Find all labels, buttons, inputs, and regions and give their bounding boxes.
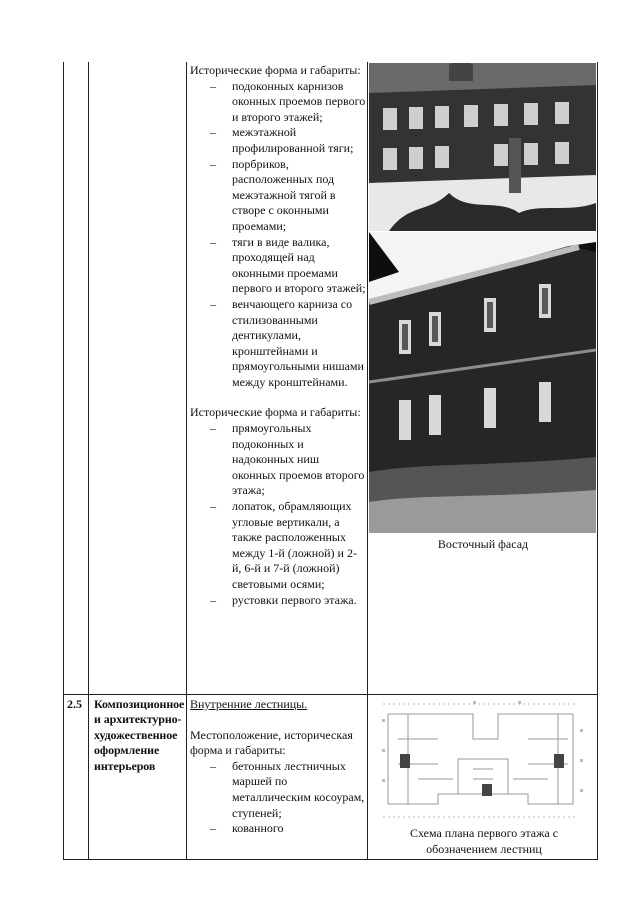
block1-title: Исторические форма и габариты: bbox=[190, 63, 361, 77]
section-number: 2.5 bbox=[67, 697, 82, 711]
features-text-row1 bbox=[190, 63, 366, 608]
block2-list bbox=[190, 421, 366, 608]
dash-bullet: – bbox=[210, 821, 216, 836]
table-col-divider-2 bbox=[186, 62, 187, 860]
table-row-divider bbox=[63, 694, 598, 695]
table-col-divider-1 bbox=[88, 62, 89, 860]
plan-caption: Схема плана первого этажа с обозначением лестниц bbox=[409, 826, 559, 856]
building-photo-image bbox=[369, 63, 596, 231]
list-item: – венчающего карниза со стилизованными дентикулами, кронштейнами и прямоугольными нишами между кронштейнами. bbox=[210, 296, 364, 389]
stairs-intro: Местоположение, историческая форма и габариты: bbox=[190, 727, 353, 758]
dash-bullet: – bbox=[210, 296, 216, 311]
list-item: – межэтажной профилированной тяги; bbox=[210, 125, 354, 155]
floor-plan-drawing bbox=[378, 699, 588, 823]
table-col-divider-3 bbox=[367, 62, 368, 860]
dash-bullet: – bbox=[210, 421, 216, 436]
table-border-right bbox=[597, 62, 598, 860]
facade-photo-bottom bbox=[369, 232, 596, 533]
block2-title: Исторические форма и габариты: bbox=[190, 405, 361, 420]
list-item: – бетонных лестничных маршей по металлическим косоурам, ступеней; bbox=[210, 758, 365, 820]
dash-bullet: – bbox=[210, 125, 216, 140]
list-item: – рустовки первого этажа. bbox=[210, 592, 357, 607]
dash-bullet: – bbox=[210, 758, 216, 773]
east-facade-caption: Восточный фасад bbox=[437, 537, 529, 551]
dash-bullet: – bbox=[210, 156, 216, 171]
floor-plan-image bbox=[378, 699, 588, 823]
dash-bullet: – bbox=[210, 234, 216, 249]
block1-list bbox=[190, 79, 366, 391]
list-item: – тяги в виде валика, проходящей над оконными проемами первого и второго этажей; bbox=[210, 234, 366, 296]
table-border-left bbox=[63, 62, 64, 860]
features-text-row2 bbox=[190, 697, 366, 837]
building-photo-image bbox=[369, 232, 596, 533]
table-border-bottom bbox=[63, 859, 598, 860]
list-item: – прямоугольных подоконных и надоконных ниш оконных проемов второго этажа; bbox=[210, 421, 365, 498]
facade-photo-top bbox=[369, 63, 596, 231]
section-title: Композиционное и архитектурно-художественное оформление интерьеров bbox=[94, 697, 185, 773]
stairs-list bbox=[190, 759, 366, 837]
stairs-heading: Внутренние лестницы. bbox=[190, 697, 308, 711]
dash-bullet: – bbox=[210, 592, 216, 607]
list-item: – порбриков, расположенных под межэтажной тягой в створе с оконными проемами; bbox=[210, 156, 336, 233]
dash-bullet: – bbox=[210, 499, 216, 514]
list-item: – лопаток, обрамляющих угловые вертикали, а также расположенных между 1-й (ложной) и 2-й, 6-й и 7-й (ложной) световыми осями; bbox=[210, 499, 357, 591]
list-item: – кованного bbox=[210, 821, 284, 836]
dash-bullet: – bbox=[210, 78, 216, 93]
list-item: – подоконных карнизов оконных проемов первого и второго этажей; bbox=[210, 78, 366, 124]
